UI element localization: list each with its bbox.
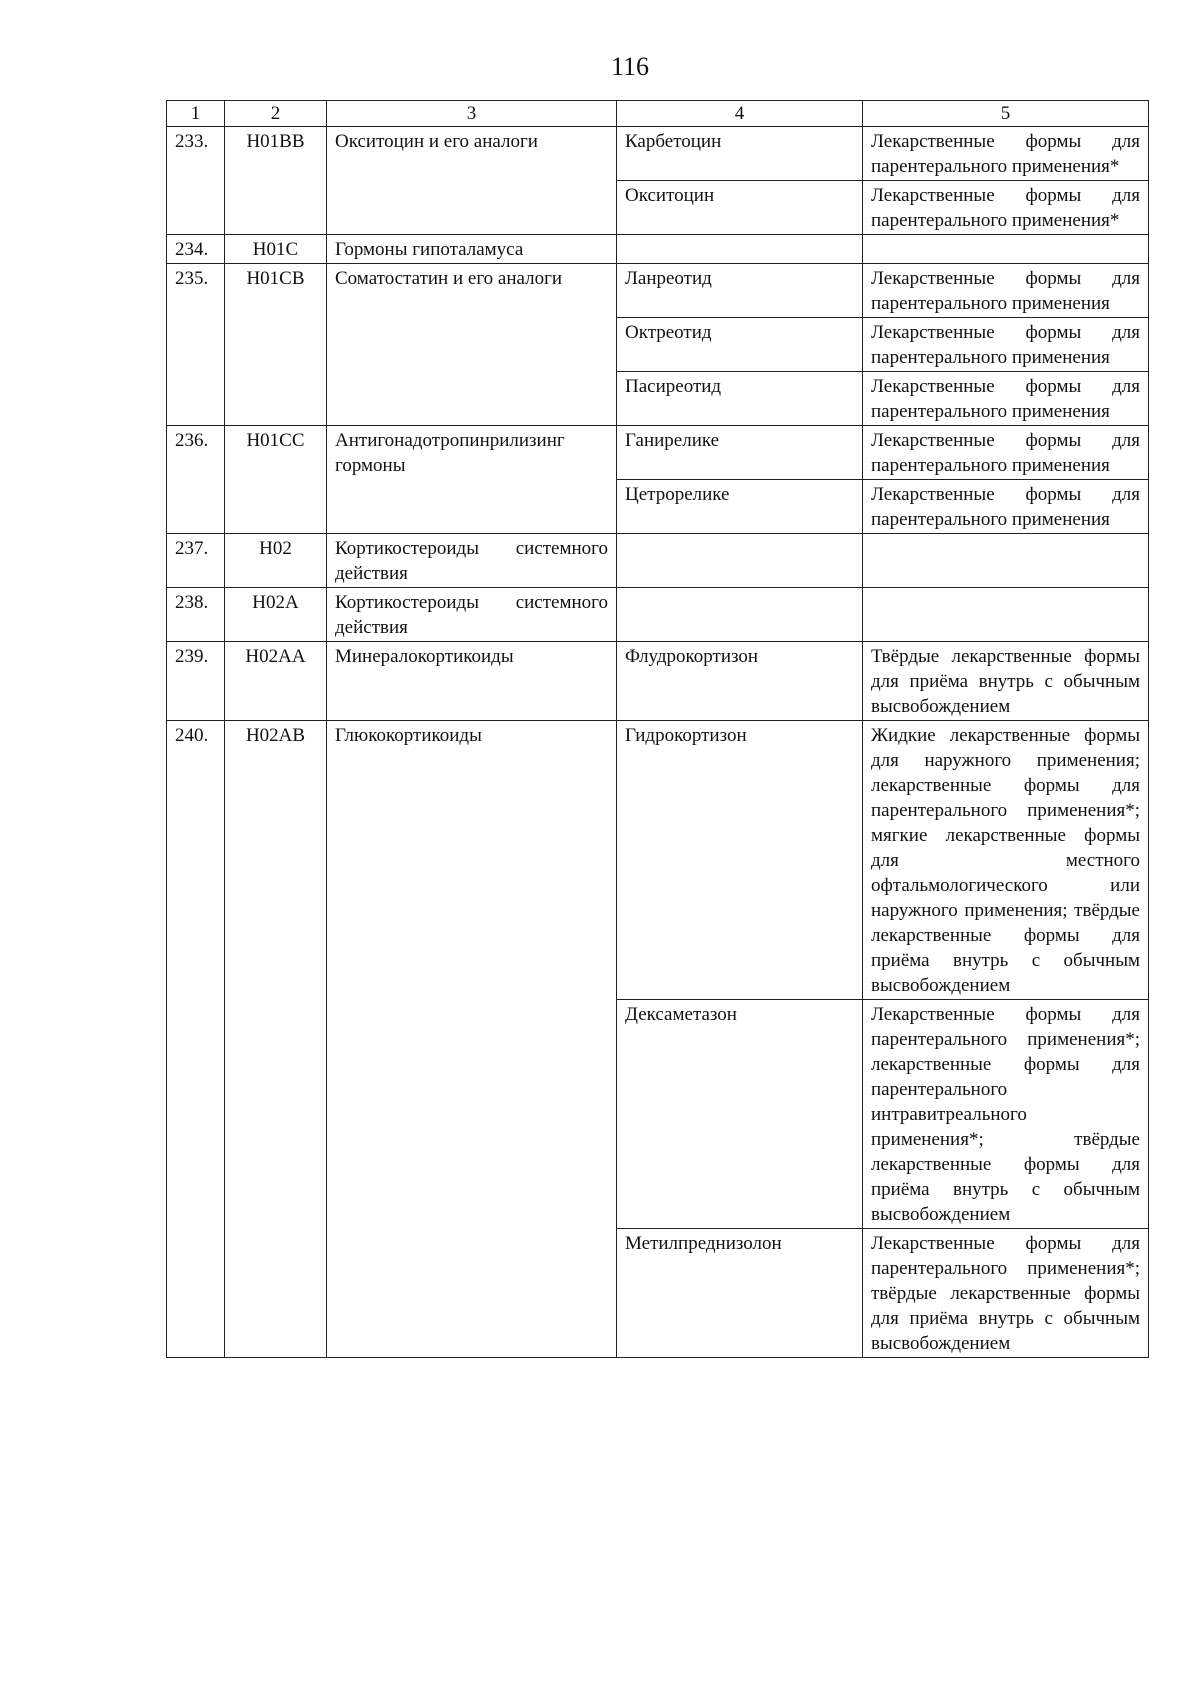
- row-number: 233.: [167, 127, 225, 235]
- dosage-form: Лекарственные формы для парентерального применения*: [863, 181, 1149, 235]
- atc-code: H02AB: [225, 721, 327, 1358]
- dosage-form: [863, 534, 1149, 588]
- drug-name: [617, 235, 863, 264]
- atc-code: H01CB: [225, 264, 327, 426]
- drug-name: Метилпреднизолон: [617, 1229, 863, 1358]
- dosage-form: Лекарственные формы для парентерального применения: [863, 264, 1149, 318]
- group-name: Соматостатин и его аналоги: [327, 264, 617, 426]
- page-number: 116: [610, 52, 650, 81]
- dosage-form: Лекарственные формы для парентерального применения: [863, 480, 1149, 534]
- drug-name: Октреотид: [617, 318, 863, 372]
- drug-name: Дексаметазон: [617, 1000, 863, 1229]
- group-name: Антигонадотропинрилизинг гормоны: [327, 426, 617, 534]
- group-name: Глюкокортикоиды: [327, 721, 617, 1358]
- header-cell: 4: [617, 101, 863, 127]
- group-name: Окситоцин и его аналоги: [327, 127, 617, 235]
- table-row: [167, 588, 1149, 642]
- drug-name: Цетрорелике: [617, 480, 863, 534]
- header-cell: 3: [327, 101, 617, 127]
- drug-name: Ганирелике: [617, 426, 863, 480]
- drug-name: Флудрокортизон: [617, 642, 863, 721]
- dosage-form: Лекарственные формы для парентерального применения*; лекарственные формы для парентерального интравитреального применения*; твёрдые лекарственные формы для приёма внутрь с обычным высвобождением: [863, 1000, 1149, 1229]
- row-number: 237.: [167, 534, 225, 588]
- table-row: [167, 426, 1149, 480]
- atc-code: H02A: [225, 588, 327, 642]
- drug-name: Пасиреотид: [617, 372, 863, 426]
- drug-name: [617, 534, 863, 588]
- dosage-form: Лекарственные формы для парентерального применения*: [863, 127, 1149, 181]
- atc-code: H01BB: [225, 127, 327, 235]
- table-row: [167, 235, 1149, 264]
- header-cell: 1: [167, 101, 225, 127]
- drug-name: [617, 588, 863, 642]
- table-row: [167, 127, 1149, 181]
- medication-table: [166, 100, 1149, 1358]
- atc-code: H01C: [225, 235, 327, 264]
- drug-name: Ланреотид: [617, 264, 863, 318]
- row-number: 234.: [167, 235, 225, 264]
- header-cell: 2: [225, 101, 327, 127]
- drug-name: Карбетоцин: [617, 127, 863, 181]
- row-number: 236.: [167, 426, 225, 534]
- dosage-form: Лекарственные формы для парентерального применения: [863, 318, 1149, 372]
- group-name: Гормоны гипоталамуса: [327, 235, 617, 264]
- dosage-form: Жидкие лекарственные формы для наружного применения; лекарственные формы для парентерального применения*; мягкие лекарственные формы для местного офтальмологического или наружного применения; твёрдые лекарственные формы для приёма внутрь с обычным высвобождением: [863, 721, 1149, 1000]
- dosage-form: [863, 235, 1149, 264]
- row-number: 239.: [167, 642, 225, 721]
- drug-name: Окситоцин: [617, 181, 863, 235]
- dosage-form: Лекарственные формы для парентерального применения*; твёрдые лекарственные формы для приёма внутрь с обычным высвобождением: [863, 1229, 1149, 1358]
- atc-code: H01CC: [225, 426, 327, 534]
- table-row: [167, 534, 1149, 588]
- dosage-form: [863, 588, 1149, 642]
- table-row: [167, 721, 1149, 1000]
- atc-code: H02AA: [225, 642, 327, 721]
- dosage-form: Твёрдые лекарственные формы для приёма внутрь с обычным высвобождением: [863, 642, 1149, 721]
- group-name: Кортикостероиды системного действия: [327, 534, 617, 588]
- header-row: [167, 101, 1149, 127]
- header-cell: 5: [863, 101, 1149, 127]
- drug-name: Гидрокортизон: [617, 721, 863, 1000]
- dosage-form: Лекарственные формы для парентерального применения: [863, 426, 1149, 480]
- row-number: 235.: [167, 264, 225, 426]
- table-row: [167, 642, 1149, 721]
- row-number: 240.: [167, 721, 225, 1358]
- dosage-form: Лекарственные формы для парентерального применения: [863, 372, 1149, 426]
- group-name: Минералокортикоиды: [327, 642, 617, 721]
- atc-code: H02: [225, 534, 327, 588]
- table-row: [167, 264, 1149, 318]
- row-number: 238.: [167, 588, 225, 642]
- group-name: Кортикостероиды системного действия: [327, 588, 617, 642]
